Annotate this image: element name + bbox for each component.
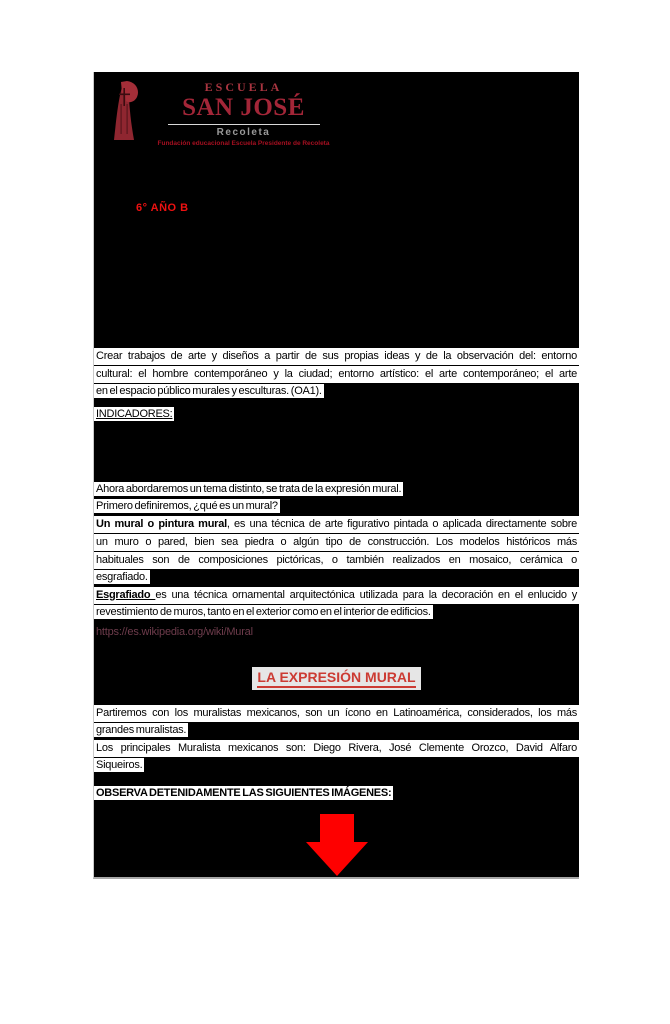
text-line — [94, 586, 579, 604]
text-line — [94, 551, 579, 569]
school-logo-text — [146, 80, 341, 147]
text-strip: un muro o pared, bien sea piedra o algún tipo de construcción. Los modelos históricos más — [96, 535, 577, 548]
text-strip: en el espacio público murales y esculturas. (OA1). — [96, 385, 322, 397]
paragraph-muralistas — [94, 704, 579, 774]
text-line — [94, 347, 579, 365]
school-foundation-text: Fundación educacional Escuela Presidente de Recoleta — [157, 139, 330, 147]
text-strip: OBSERVA DETENIDAMENTE LAS SIGUIENTES IMÁGENES: — [96, 787, 392, 799]
text-strip: Los principales Muralista mexicanos son: Diego Rivera, José Clemente Orozco, David Alfaro — [96, 741, 577, 754]
text-line — [94, 704, 579, 722]
text-line — [94, 533, 579, 551]
text-strip: habituales son de composiciones pictóricas, o también realizados en mosaico, cerámica o — [96, 553, 577, 566]
text-strip: revestimiento de muros, tanto en el exterior como en el interior de edificios. — [96, 606, 431, 618]
down-arrow-stem — [320, 814, 354, 842]
section-title: LA EXPRESIÓN MURAL — [257, 669, 415, 688]
text-line — [94, 383, 579, 400]
text-strip: Partiremos con los muralistas mexicanos, son un ícono en Latinoamérica, considerados, los más — [96, 706, 577, 719]
wikipedia-link[interactable]: https://es.wikipedia.org/wiki/Mural — [96, 626, 253, 638]
text-strip: Crear trabajos de arte y diseños a partir de sus propias ideas y de la observación del: entorno — [96, 349, 577, 362]
down-arrow-icon — [94, 814, 579, 876]
text-strip: Un mural o pintura mural, es una técnica de arte figurativo pintada o aplicada directamente sobre — [96, 517, 578, 530]
school-name: SAN JOSÉ — [182, 94, 305, 121]
paragraph-objective — [94, 347, 579, 400]
paragraph-intro-mural — [94, 481, 579, 621]
paragraph-observa — [94, 785, 579, 802]
text-strip: INDICADORES: — [96, 408, 173, 420]
school-logo-icon — [106, 78, 142, 144]
text-line — [94, 569, 579, 586]
text-strip: cultural: el hombre contemporáneo y la ciudad; entorno artístico: el arte contemporáneo; el arte — [96, 367, 577, 380]
text-line — [94, 757, 579, 774]
text-strip: esgrafiado. — [96, 571, 148, 583]
text-strip: Siqueiros. — [96, 759, 143, 771]
text-line — [94, 739, 579, 757]
text-strip: grandes muralistas. — [96, 724, 187, 736]
text-line — [94, 785, 579, 802]
text-line — [94, 604, 579, 621]
redacted-document-area — [93, 72, 579, 879]
text-strip: Ahora abordaremos un tema distinto, se trata de la expresión mural. — [96, 483, 402, 495]
paragraph-indicadores — [94, 406, 579, 423]
text-line — [94, 365, 579, 383]
text-line — [94, 406, 579, 423]
text-line — [94, 498, 579, 515]
school-location: Recoleta — [216, 126, 271, 138]
text-strip: Primero definiremos, ¿qué es un mural? — [96, 500, 278, 512]
section-title-strip — [252, 667, 420, 690]
text-strip: Esgrafiado es una técnica ornamental arquitectónica utilizada para la decoración en el enlucido y — [96, 588, 578, 601]
logo-divider — [168, 124, 320, 125]
section-title-wrap — [94, 667, 579, 690]
text-line — [94, 515, 579, 533]
text-line — [94, 481, 579, 498]
text-line — [94, 722, 579, 739]
down-arrow-head — [306, 842, 368, 876]
grade-label: 6° AÑO B — [136, 202, 189, 214]
school-name-small: ESCUELA — [204, 80, 283, 94]
